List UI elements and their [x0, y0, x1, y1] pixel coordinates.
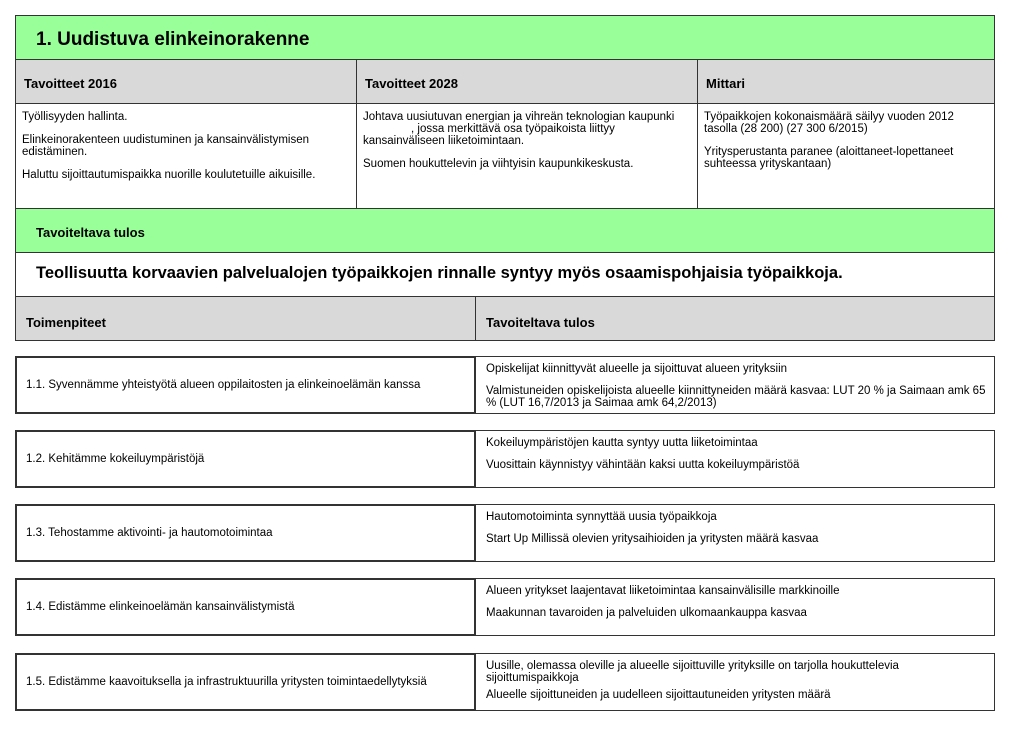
outcome-text: Alueen yritykset laajentavat liiketoimintaa kansainvälisille markkinoille — [486, 585, 840, 597]
action-1-2: 1.2. Kehitämme kokeiluympäristöjä — [15, 430, 476, 488]
outcome-text: Opiskelijat kiinnittyvät alueelle ja sijoittuvat alueen yrityksiin — [486, 363, 788, 375]
goal-2016-item: Työllisyyden hallinta. — [22, 111, 128, 123]
outcome-1-1 — [475, 356, 995, 414]
target-label: Tavoiteltava tulos — [15, 208, 995, 253]
outcome-text: Alueelle sijoittuneiden ja uudelleen sijoittautuneiden yritysten määrä — [486, 689, 831, 701]
outcome-text: Start Up Millissä olevien yritysaihioiden ja yritysten määrä kasvaa — [486, 533, 819, 545]
goals-2028-cell — [356, 103, 698, 209]
outcome-1-4 — [475, 578, 995, 636]
goal-2016-item: Elinkeinorakenteen uudistuminen ja kansainvälistymisen edistäminen. — [22, 134, 310, 158]
goal-2028-line: Johtava uusiutuvan energian ja vihreän teknologian kaupunki — [363, 111, 675, 123]
goal-2028-item: Suomen houkuttelevin ja viihtyisin kaupunkikeskusta. — [363, 158, 634, 170]
outcomes-header: Tavoiteltava tulos — [475, 296, 995, 341]
metric-cell — [697, 103, 995, 209]
target-result: Teollisuutta korvaavien palvelualojen työpaikkojen rinnalle syntyy myös osaamispohjaisia työpaikkoja. — [15, 252, 995, 297]
action-1-3: 1.3. Tehostamme aktivointi- ja hautomotoimintaa — [15, 504, 476, 562]
outcome-1-2 — [475, 430, 995, 488]
action-1-1: 1.1. Syvennämme yhteistyötä alueen oppilaitosten ja elinkeinoelämän kanssa — [15, 356, 476, 414]
actions-header: Toimenpiteet — [15, 296, 476, 341]
outcome-1-5 — [475, 653, 995, 711]
action-1-5: 1.5. Edistämme kaavoituksella ja infrastruktuurilla yritysten toimintaedellytyksiä — [15, 653, 476, 711]
outcome-text: Kokeiluympäristöjen kautta syntyy uutta liiketoimintaa — [486, 437, 758, 449]
goal-2028-line: , jossa merkittävä osa työpaikoista liittyy — [411, 123, 615, 135]
outcome-text: Uusille, olemassa oleville ja alueelle sijoittuville yrityksille on tarjolla houkuttelevia sijoittumispaikkoja — [486, 660, 899, 684]
outcome-text: Valmistuneiden opiskelijoista alueelle kiinnittyneiden määrä kasvaa: LUT 20 % ja Saimaan amk 65 % (LUT 16,7/2013 ja Saimaa amk 64,2/2013) — [486, 385, 986, 409]
header-goals-2016: Tavoitteet 2016 — [15, 59, 357, 104]
metric-item: Työpaikkojen kokonaismäärä säilyy vuoden 2012 tasolla (28 200) (27 300 6/2015) — [704, 111, 954, 135]
action-1-4: 1.4. Edistämme elinkeinoelämän kansainvälistymistä — [15, 578, 476, 636]
section-title: 1. Uudistuva elinkeinorakenne — [15, 15, 995, 60]
outcome-text: Maakunnan tavaroiden ja palveluiden ulkomaankauppa kasvaa — [486, 607, 807, 619]
outcome-text: Vuosittain käynnistyy vähintään kaksi uutta kokeiluympäristöä — [486, 459, 800, 471]
goal-2016-item: Haluttu sijoittautumispaikka nuorille koulutetuille aikuisille. — [22, 169, 316, 181]
outcome-1-3 — [475, 504, 995, 562]
metric-item: Yritysperustanta paranee (aloittaneet-lopettaneet suhteessa yrityskantaan) — [704, 146, 954, 170]
header-goals-2028: Tavoitteet 2028 — [356, 59, 698, 104]
goal-2028-line: kansainväliseen liiketoimintaan. — [363, 135, 525, 147]
goals-2016-cell — [15, 103, 357, 209]
header-metric: Mittari — [697, 59, 995, 104]
goal-2028-item — [363, 111, 691, 147]
outcome-text: Hautomotoiminta synnyttää uusia työpaikkoja — [486, 511, 717, 523]
